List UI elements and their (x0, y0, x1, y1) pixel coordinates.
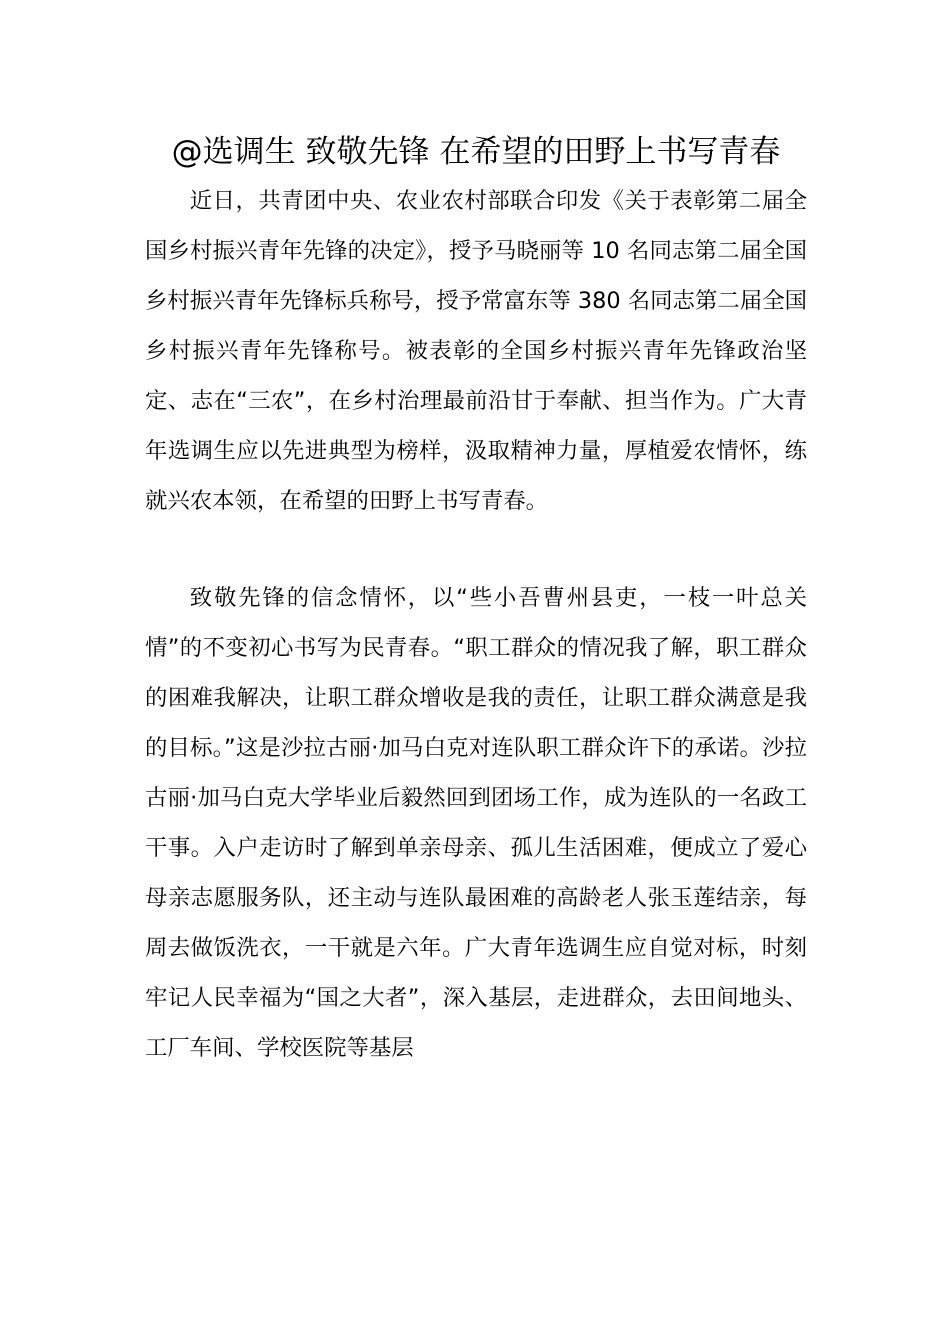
document-title: @选调生 致敬先锋 在希望的田野上书写青春 (171, 134, 781, 170)
paragraph-1: 近日，共青团中央、农业农村部联合印发《关于表彰第二届全国乡村振兴青年先锋的决定》，授予马晓丽等 10 名同志第二届全国乡村振兴青年先锋标兵称号，授予常富东等 380 名同志第二届全国乡村振兴青年先锋称号。被表彰的全国乡村振兴青年先锋政治坚定、志在“三农”，在乡村治理最前沿甘于奉献、担当作为。广大青年选调生应以先进典型为榜样，汲取精神力量，厚植爱农情怀，练就兴农本领，在希望的田野上书写青春。 (145, 188, 807, 514)
document-page (145, 128, 807, 1073)
paragraph-2: 致敬先锋的信念情怀，以“些小吾曹州县吏，一枝一叶总关情”的不变初心书写为民青春。“职工群众的情况我了解，职工群众的困难我解决，让职工群众增收是我的责任，让职工群众满意是我的目标。”这是沙拉古丽·加马白克对连队职工群众许下的承诺。沙拉古丽·加马白克大学毕业后毅然回到团场工作，成为连队的一名政工干事。入户走访时了解到单亲母亲、孤儿生活困难，便成立了爱心母亲志愿服务队，还主动与连队最困难的高龄老人张玉莲结亲，每周去做饭洗衣，一干就是六年。广大青年选调生应自觉对标，时刻牢记人民幸福为“国之大者”，深入基层，走进群众，去田间地头、工厂车间、学校医院等基层 (145, 585, 807, 1061)
